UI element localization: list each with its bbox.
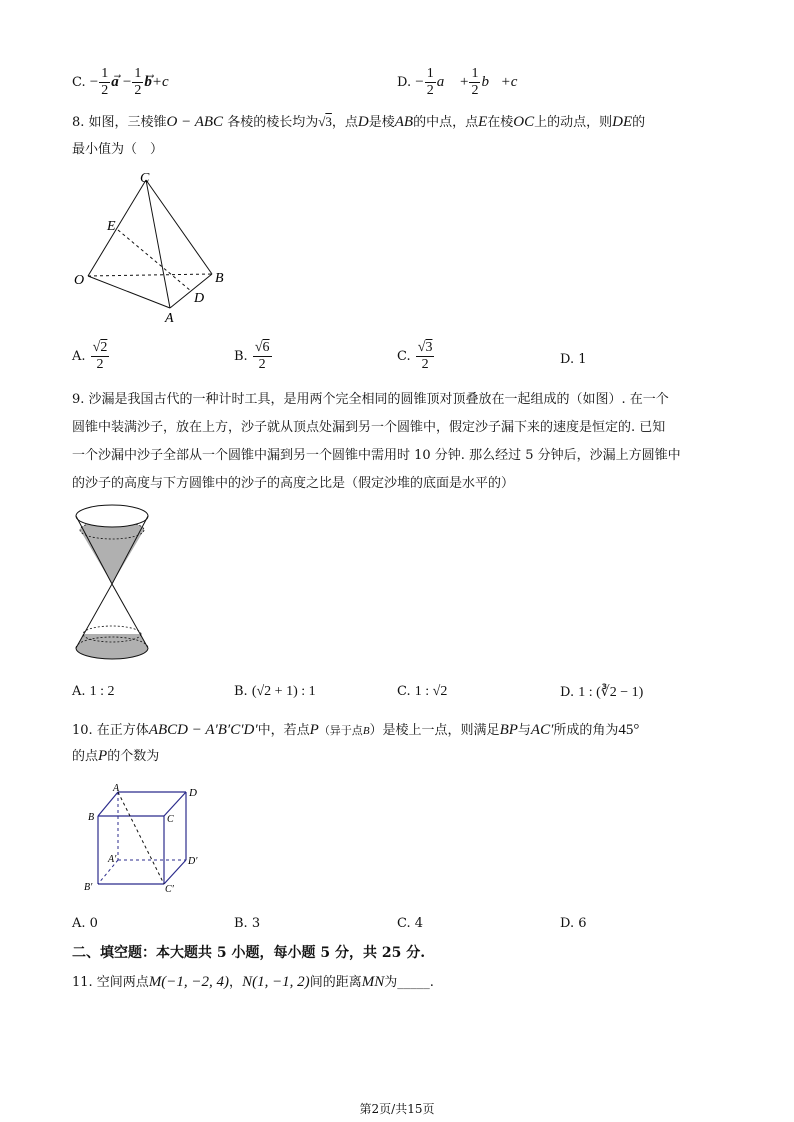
q10-option-c: C. 4 <box>397 916 424 931</box>
label-c-prime: C′ <box>165 884 174 895</box>
section-title: 二、填空题：本大题共 5 小题，每小题 5 分，共 25 分. <box>72 945 426 961</box>
cube-figure <box>80 782 210 898</box>
label-a: A <box>165 311 174 326</box>
q10-stem-line2: 的点P的个数为 <box>72 748 160 764</box>
q9-stem-line2: 圆锥中装满沙子，放在上方，沙子就从顶点处漏到另一个圆锥中，假定沙子漏下来的速度是恒定的. 已知 <box>72 420 666 435</box>
expr-tail: +c <box>151 74 169 90</box>
tetrahedron-figure <box>70 168 240 328</box>
q9-option-a: A. 1 : 2 <box>72 684 115 699</box>
q9-stem-line3: 一个沙漏中沙子全部从一个圆锥中漏到另一个圆锥中需用时 10 分钟. 那么经过 5 分钟后，沙漏上方圆锥中 <box>72 448 681 463</box>
label-e: E <box>107 219 116 234</box>
q7-option-c: C. − $\frac{1}{2}$ a − $\frac{1}{2}$ b+c <box>72 66 169 98</box>
q9-option-b: B. (√2 + 1) : 1 <box>234 684 316 699</box>
q10-stem-line1: 10. 在正方体ABCD − A′B′C′D′中，若点P（异于点B）是棱上一点，则满足BP与AC′所成的角为45° <box>72 722 640 738</box>
q9-option-c: C. 1 : √2 <box>397 684 448 699</box>
label-a: A <box>113 783 120 794</box>
label-a-prime: A′ <box>108 854 117 865</box>
label-d: D <box>189 787 197 799</box>
label-o: O <box>74 273 85 288</box>
q9-stem-line4: 的沙子的高度与下方圆锥中的沙子的高度之比是（假定沙堆的底面是水平的） <box>72 476 515 491</box>
label-d: D <box>194 291 205 306</box>
q10-option-a: A. 0 <box>72 916 98 931</box>
label-b-prime: B′ <box>84 882 93 893</box>
q8-option-a: A. $\frac{√2}{2}$ <box>72 340 108 372</box>
page-footer: 第2页/共15页 <box>359 1102 435 1116</box>
q8-option-d: D. 1 <box>560 352 587 367</box>
label-b: B <box>215 271 224 286</box>
option-label: C. <box>72 75 86 90</box>
hourglass-figure <box>70 500 154 668</box>
q9-stem-line1: 9. 沙漏是我国古代的一种计时工具，是用两个完全相同的圆锥顶对顶叠放在一起组成的（如图）. 在一个 <box>72 392 669 407</box>
q8-option-c: C. $\frac{√3}{2}$ <box>397 340 433 372</box>
label-c: C <box>167 814 174 825</box>
option-label: D. <box>397 75 412 90</box>
expr-tail: +c <box>500 74 518 90</box>
q8-stem-line1: 8. 如图，三棱锥O − ABC 各棱的棱长均为√3，点D是棱AB的中点，点E在棱OC上的动点，则DE的 <box>72 114 646 130</box>
q8-option-b: B. $\frac{√6}{2}$ <box>234 340 270 372</box>
q8-stem-line2: 最小值为（ ） <box>72 142 164 157</box>
q7-option-d: D. − $\frac{1}{2}$ a⃗ + $\frac{1}{2}$ b⃗+c <box>397 66 518 98</box>
q9-option-d: D. 1 : (∛2 − 1) <box>560 685 644 700</box>
q10-option-d: D. 6 <box>560 916 587 931</box>
q10-option-b: B. 3 <box>234 916 261 931</box>
label-c: C <box>140 171 150 186</box>
label-d-prime: D′ <box>188 856 198 867</box>
q11-stem: 11. 空间两点M(−1, −2, 4)，N(1, −1, 2)间的距离MN为_____. <box>72 974 434 990</box>
label-b: B <box>88 812 95 823</box>
